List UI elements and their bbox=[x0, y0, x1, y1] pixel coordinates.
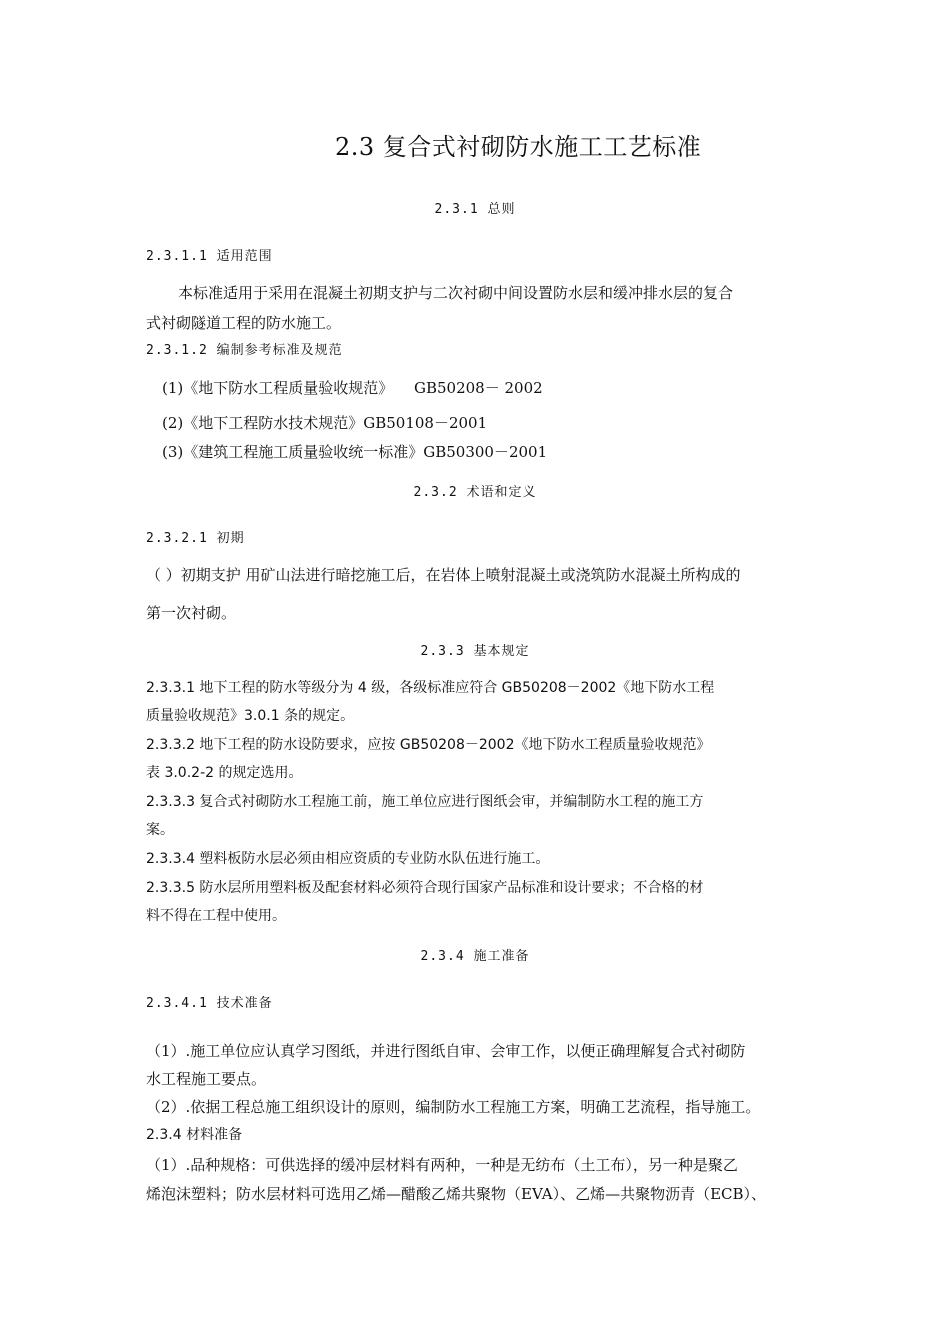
clause-line: 表 3.0.2-2 的规定选用。 bbox=[146, 765, 303, 781]
clause-line: 2.3.3.5 防水层所用塑料板及配套材料必须符合现行国家产品标准和设计要求；不合格的材 bbox=[146, 880, 704, 896]
reference-item-1-code: GB50208－ 2002 bbox=[414, 379, 543, 397]
clause-line: 案。 bbox=[146, 822, 174, 838]
subsection-heading-2-3-2-1: 2.3.2.1 初期 bbox=[146, 531, 245, 546]
clause-line: 2.3.3.4 塑料板防水层必须由相应资质的专业防水队伍进行施工。 bbox=[146, 851, 550, 867]
page-title: 2.3 复合式衬砌防水施工工艺标准 bbox=[335, 133, 702, 161]
section-heading-2-3-4: 2.3.4 施工准备 bbox=[420, 949, 530, 964]
paragraph-line: 烯泡沫塑料；防水层材料可选用乙烯—醋酸乙烯共聚物（EVA）、乙烯—共聚物沥青（ECB）、 bbox=[146, 1185, 767, 1203]
subsection-heading-2-3-1-2: 2.3.1.2 编制参考标准及规范 bbox=[146, 343, 343, 358]
clause-line: 质量验收规范》3.0.1 条的规定。 bbox=[146, 708, 355, 724]
reference-item-3: (3)《建筑工程施工质量验收统一标准》GB50300－2001 bbox=[162, 443, 548, 461]
paragraph-line: （1）.施工单位应认真学习图纸，并进行图纸自审、会审工作，以便正确理解复合式衬砌防 bbox=[146, 1042, 746, 1060]
clause-line: 2.3.3.3 复合式衬砌防水工程施工前，施工单位应进行图纸会审，并编制防水工程的施工方 bbox=[146, 794, 704, 810]
paragraph-line: 式衬砌隧道工程的防水施工。 bbox=[146, 314, 342, 332]
section-heading-2-3-2: 2.3.2 术语和定义 bbox=[413, 485, 537, 500]
paragraph-line: 本标准适用于采用在混凝土初期支护与二次衬砌中间设置防水层和缓冲排水层的复合 bbox=[178, 284, 734, 302]
section-heading-2-3-3: 2.3.3 基本规定 bbox=[420, 644, 530, 659]
reference-item-2: (2)《地下工程防水技术规范》GB50108－2001 bbox=[162, 414, 488, 432]
reference-item-1-label: (1)《地下防水工程质量验收规范》 bbox=[162, 379, 394, 397]
subsection-heading-2-3-4-1: 2.3.4.1 技术准备 bbox=[146, 996, 273, 1011]
paragraph-line: 第一次衬砌。 bbox=[146, 604, 237, 622]
paragraph-line: （ ）初期支护 用矿山法进行暗挖施工后，在岩体上喷射混凝土或浇筑防水混凝土所构成的 bbox=[146, 566, 741, 584]
paragraph-line: 水工程施工要点。 bbox=[146, 1070, 267, 1088]
paragraph-line: （2）.依据工程总施工组织设计的原则，编制防水工程施工方案，明确工艺流程，指导施工。 bbox=[146, 1098, 761, 1116]
clause-line: 2.3.3.1 地下工程的防水等级分为 4 级，各级标准应符合 GB50208－2002《地下防水工程 bbox=[146, 680, 715, 696]
clause-line: 2.3.3.2 地下工程的防水设防要求，应按 GB50208－2002《地下防水工程质量验收规范》 bbox=[146, 737, 711, 753]
paragraph-line: （1）.品种规格：可供选择的缓冲层材料有两种，一种是无纺布（土工布），另一种是聚乙 bbox=[146, 1156, 738, 1174]
section-heading-2-3-1: 2.3.1 总则 bbox=[434, 202, 516, 217]
clause-line: 料不得在工程中使用。 bbox=[146, 908, 286, 924]
subsection-heading-2-3-1-1: 2.3.1.1 适用范围 bbox=[146, 249, 273, 264]
subsection-heading-2-3-4-materials: 2.3.4 材料准备 bbox=[146, 1127, 243, 1143]
